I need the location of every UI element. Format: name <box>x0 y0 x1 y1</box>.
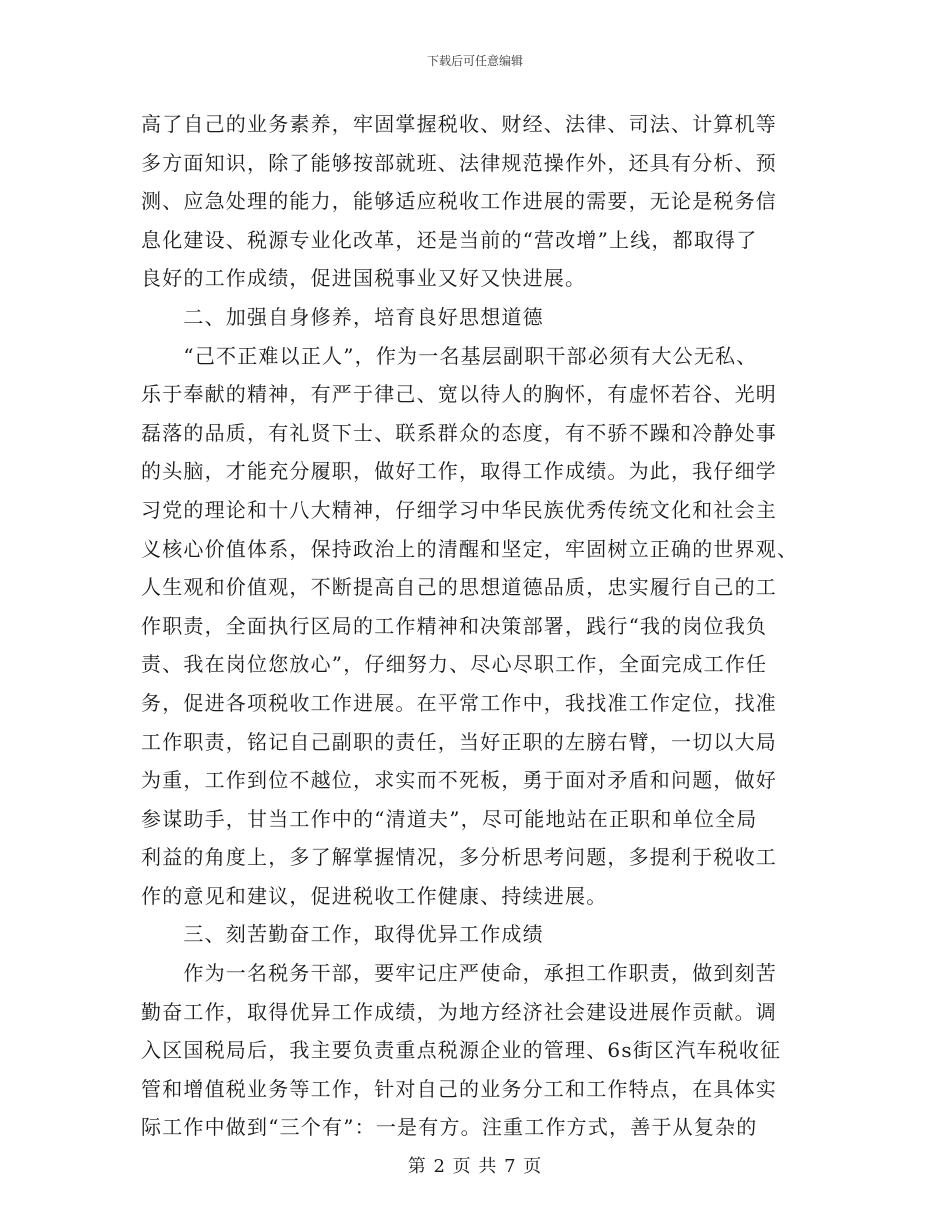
text-line: “己不正难以正人”，作为一名基层副职干部必须有大公无私、 <box>141 343 758 368</box>
text-line: 管和增值税业务等工作，针对自己的业务分工和工作特点，在具体实 <box>141 1076 777 1101</box>
text-line: 测、应急处理的能力，能够适应税收工作进展的需要，无论是税务信 <box>141 189 777 214</box>
text-line: 利益的角度上，多了解掌握情况，多分析思考问题，多提利于税收工 <box>141 845 777 870</box>
page-header: 下载后可任意编辑 <box>426 54 523 68</box>
text-line: 作职责，全面执行区局的工作精神和决策部署，践行“我的岗位我负 <box>141 613 768 638</box>
text-line: 息化建设、税源专业化改革，还是当前的“营改增”上线，都取得了 <box>141 227 758 252</box>
page-footer <box>0 1152 950 1178</box>
text-line: 勤奋工作，取得优异工作成绩，为地方经济社会建设进展作贡献。调 <box>141 999 777 1024</box>
text-line: 磊落的品质，有礼贤下士、联系群众的态度，有不骄不躁和冷静处事 <box>141 420 777 445</box>
page-number: 第 2 页 共 7 页 <box>407 1156 543 1177</box>
text-line: 作的意见和建议，促进税收工作健康、持续进展。 <box>141 883 608 908</box>
section-heading: 三、刻苦勤奋工作，取得优异工作成绩 <box>141 922 544 947</box>
text-line: 良好的工作成绩，促进国税事业又好又快进展。 <box>141 266 587 291</box>
text-line: 工作职责，铭记自己副职的责任，当好正职的左膀右臂，一切以大局 <box>141 729 777 754</box>
text-line: 务，促进各项税收工作进展。在平常工作中，我找准工作定位，找准 <box>141 690 777 715</box>
text-line: 人生观和价值观，不断提高自己的思想道德品质，忠实履行自己的工 <box>141 575 777 600</box>
text-line: 责、我在岗位您放心”，仔细努力、尽心尽职工作，全面完成工作任 <box>141 652 768 677</box>
text-line: 作为一名税务干部，要牢记庄严使命，承担工作职责，做到刻苦 <box>141 961 777 986</box>
section-heading: 二、加强自身修养，培育良好思想道德 <box>141 304 544 329</box>
text-line: 乐于奉献的精神，有严于律己、宽以待人的胸怀，有虚怀若谷、光明 <box>141 382 777 407</box>
text-line: 义核心价值体系，保持政治上的清醒和坚定，牢固树立正确的世界观、 <box>141 536 799 561</box>
text-line: 为重，工作到位不越位，求实而不死板，勇于面对矛盾和问题，做好 <box>141 768 777 793</box>
text-line: 参谋助手，甘当工作中的“清道夫”，尽可能地站在正职和单位全局 <box>141 806 758 831</box>
document-body <box>141 105 811 1147</box>
text-line: 习党的理论和十八大精神，仔细学习中华民族优秀传统文化和社会主 <box>141 497 777 522</box>
text-line: 高了自己的业务素养，牢固掌握税收、财经、法律、司法、计算机等 <box>141 112 777 136</box>
text-line: 的头脑，才能充分履职，做好工作，取得工作成绩。为此，我仔细学 <box>141 459 777 484</box>
text-line: 际工作中做到“三个有”：一是有方。注重工作方式，善于从复杂的 <box>141 1115 758 1140</box>
text-line: 多方面知识，除了能够按部就班、法律规范操作外，还具有分析、预 <box>141 150 777 175</box>
text-line: 入区国税局后，我主要负责重点税源企业的管理、6s街区汽车税收征 <box>141 1038 782 1063</box>
